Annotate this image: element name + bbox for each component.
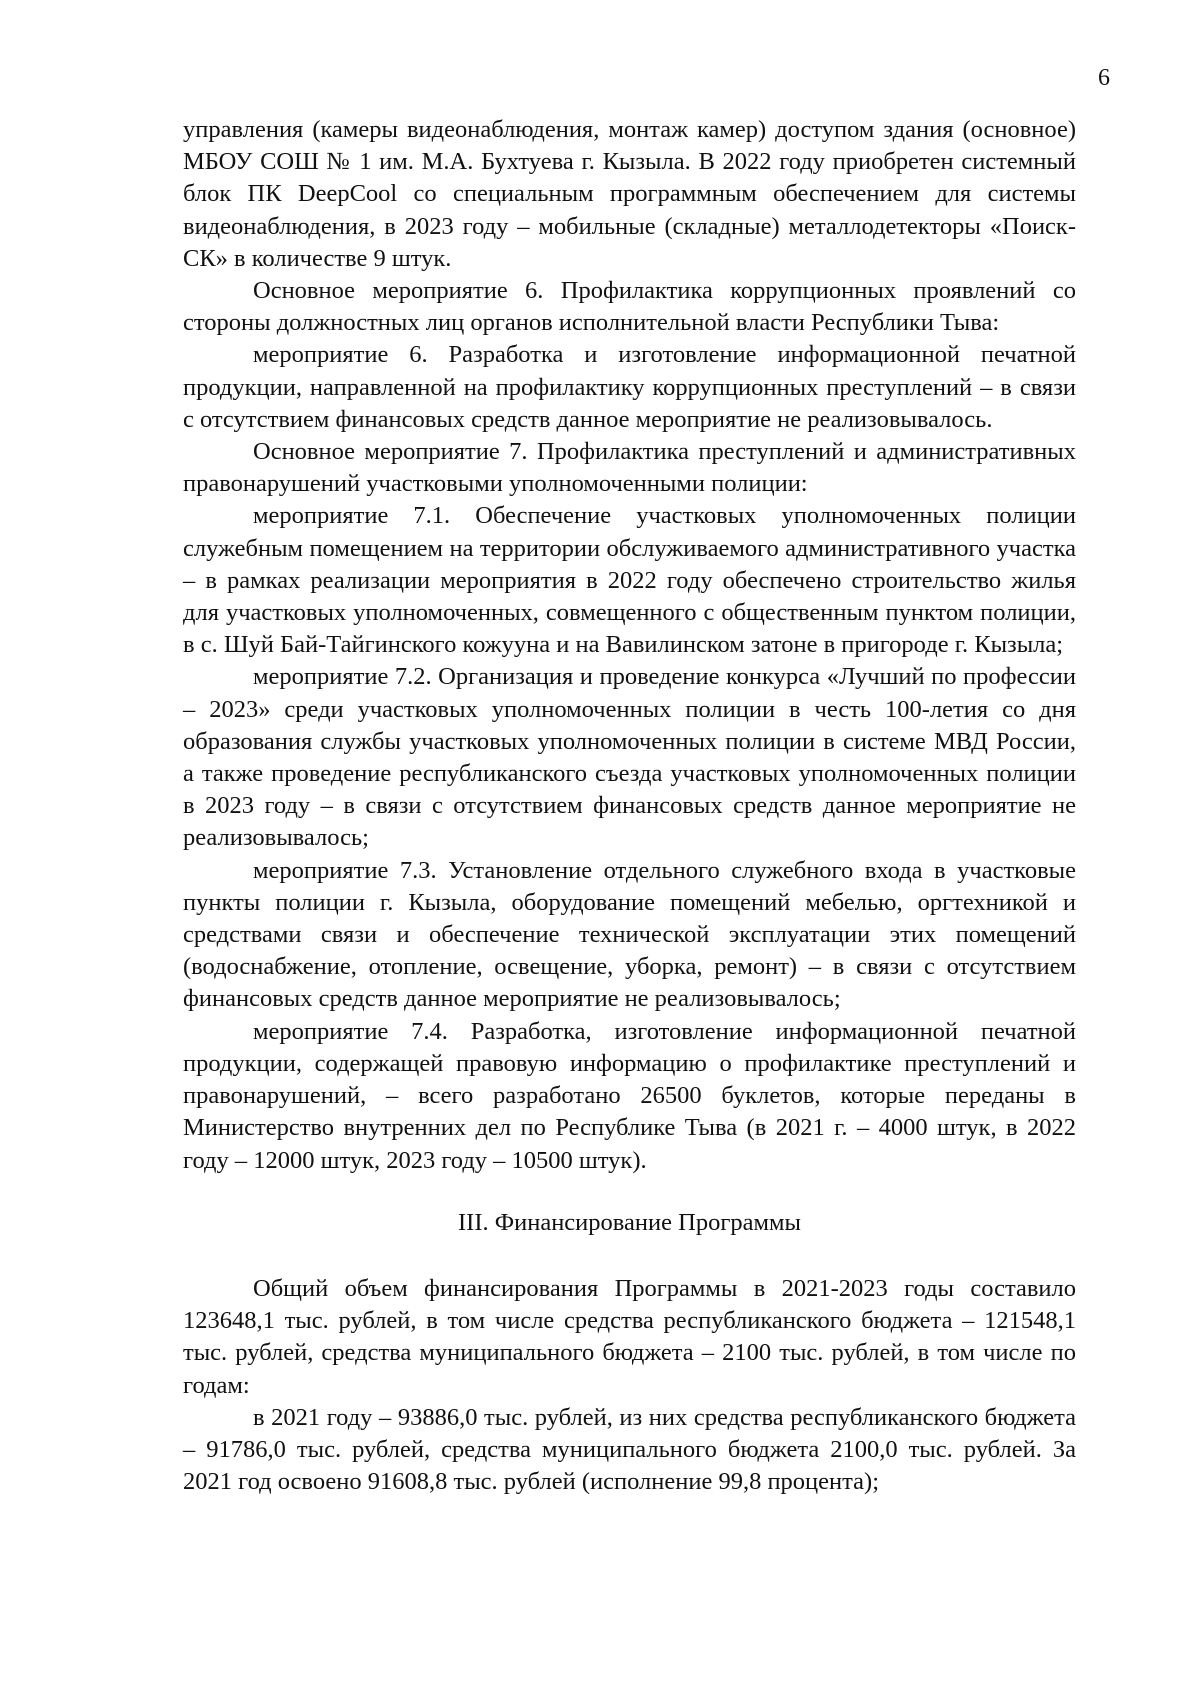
document-body: [183, 114, 1076, 1498]
page-number: 6: [1098, 65, 1110, 91]
paragraph-financing-total: Общий объем финансирования Программы в 2021-2023 годы составило 123648,1 тыс. рублей, в том числе средства республиканского бюджета – 121548,1 тыс. рублей, средства муниципального бюджета – 2100 тыс. рублей, в том числе по годам:: [183, 1274, 1076, 1399]
section-heading: III. Финансирование Программы: [458, 1208, 801, 1236]
paragraph-activity-7-2: мероприятие 7.2. Организация и проведение конкурса «Лучший по профессии – 2023» среди участковых уполномоченных полиции в честь 100-летия со дня образования службы участковых уполномоченных полиции в системе МВД России, а также проведение республиканского съезда участковых уполномоченных полиции в 2023 году – в связи с отсутствием финансовых средств данное мероприятие не реализовывалось;: [183, 663, 1076, 852]
paragraph-activity-7-3: мероприятие 7.3. Установление отдельного служебного входа в участковые пункты полиции г. Кызыла, оборудование помещений мебелью, оргтехникой и средствами связи и обеспечение технической эксплуатации этих помещений (водоснабжение, отопление, освещение, уборка, ремонт) – в связи с отсутствием финансовых средств данное мероприятие не реализовывалось;: [183, 856, 1076, 1013]
paragraph-activity-7-4: мероприятие 7.4. Разработка, изготовление информационной печатной продукции, содержащей правовую информацию о профилактике преступлений и правонарушений, – всего разработано 26500 буклетов, которые переданы в Министерство внутренних дел по Республике Тыва (в 2021 г. – 4000 штук, в 2022 году – 12000 штук, 2023 году – 10500 штук).: [183, 1017, 1076, 1174]
paragraph-continuation: управления (камеры видеонаблюдения, монтаж камер) доступом здания (основное) МБОУ СОШ № 1 им. М.А. Бухтуева г. Кызыла. В 2022 году приобретен системный блок ПК DeepCool со специальным программным обеспечением для системы видеонаблюдения, в 2023 году – мобильные (складные) металлодетекторы «Поиск-СК» в количестве 9 штук.: [183, 116, 1076, 272]
paragraph-activity-6: мероприятие 6. Разработка и изготовление информационной печатной продукции, направленной на профилактику коррупционных преступлений – в связи с отсутствием финансовых средств данное мероприятие не реализовывалось.: [183, 341, 1076, 433]
paragraph-activity-7-1: мероприятие 7.1. Обеспечение участковых уполномоченных полиции служебным помещением на территории обслуживаемого административного участка – в рамках реализации мероприятия в 2022 году обеспечено строительство жилья для участковых уполномоченных, совмещенного с общественным пунктом полиции, в с. Шуй Бай-Тайгинского кожууна и на Вавилинском затоне в пригороде г. Кызыла;: [183, 502, 1076, 659]
paragraph-main-activity-7: Основное мероприятие 7. Профилактика преступлений и административных правонарушений участковыми уполномоченными полиции:: [183, 438, 1076, 498]
paragraph-financing-2021: в 2021 году – 93886,0 тыс. рублей, из них средства республиканского бюджета – 91786,0 тыс. рублей, средства муниципального бюджета 2100,0 тыс. рублей. За 2021 год освоено 91608,8 тыс. рублей (исполнение 99,8 процента);: [183, 1403, 1076, 1496]
paragraph-main-activity-6: Основное мероприятие 6. Профилактика коррупционных проявлений со стороны должностных лиц органов исполнительной власти Республики Тыва:: [183, 277, 1076, 337]
